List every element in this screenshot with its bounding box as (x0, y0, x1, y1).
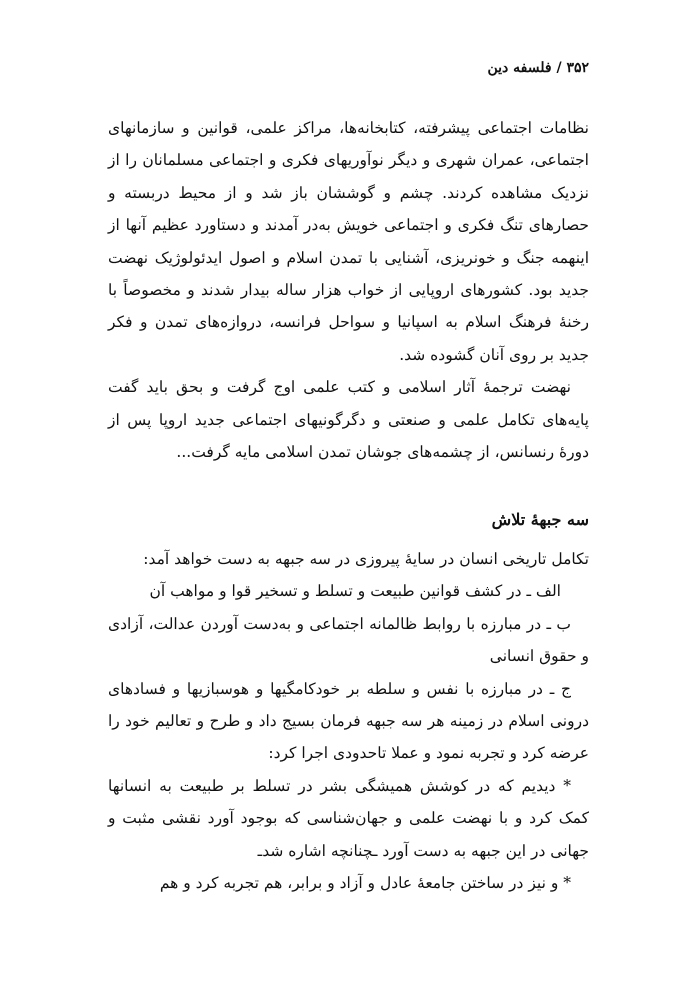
list-item-be: ب ـ در مبارزه با روابط ظالمانه اجتماعی و به‌دست آوردن عدالت، آزادی و حقوق انسانی (108, 614, 589, 666)
running-header: ۳۵۲ / فلسفه دین (487, 60, 589, 76)
section-heading: سه جبههٔ تلاش (491, 510, 589, 530)
list-item-jim: ج ـ در مبارزه با نفس و سلطه بر خودکامگیها و هوسبازیها و فسادهای درونی اسلام در زمینه هر سه جبهه فرمان بسیج داد و طرح و تعالیم خود را عرضه کرد و تجربه نمود و عملا تاحدودی اجرا کرد: (108, 679, 589, 763)
paragraph-2: نهضت ترجمهٔ آثار اسلامی و کتب علمی اوج گرفت و بحق باید گفت پایه‌های تکامل علمی و صنعتی و دگرگونیهای اجتماعی جدید اروپا پس از دورهٔ رنسانس، از چشمه‌های جوشان تمدن اسلامی مایه گرفت... (108, 378, 589, 462)
body-text (108, 112, 589, 899)
note-paragraph-1: * دیدیم که در کوشش همیشگی بشر در تسلط بر طبیعت به انسانها کمک کرد و با نهضت علمی و جهان‌شناسی که بوجود آورد نقشی مثبت و جهانی در این جبهه به دست آورد ـچنانچه اشاره شدـ (108, 776, 589, 860)
note-paragraph-2: * و نیز در ساختن جامعهٔ عادل و آزاد و برابر، هم تجربه کرد و هم (159, 873, 571, 892)
paragraph-1: نظامات اجتماعی پیشرفته، کتابخانه‌ها، مراکز علمی، قوانین و سازمانهای اجتماعی، عمران شهری و دیگر نوآوریهای فکری و اجتماعی مسلمانان را از نزدیک مشاهده کردند. چشم و گوششان باز شد و از محیط دربسته و حصارهای تنگ فکری و اجتماعی خویش به‌در آمدند و دستاورد عظیم آنها از اینهمه جنگ و خونریزی، آشنایی با تمدن اسلام و اصول ایدئولوژیک نهضت جدید بود. کشورهای اروپایی از خواب هزار ساله بیدار شدند و مخصوصاً با رخنهٔ فرهنگ اسلام به اسپانیا و سواحل فرانسه، دروازه‌های تمدن و فکر جدید بر روی آنان گشوده شد. (108, 119, 589, 364)
list-item-alef: الف ـ در کشف قوانین طبیعت و تسلط و تسخیر قوا و مواهب آن (149, 582, 561, 601)
section-intro: تکامل تاریخی انسان در سایهٔ پیروزی در سه جبهه به دست خواهد آمد: (143, 549, 589, 568)
